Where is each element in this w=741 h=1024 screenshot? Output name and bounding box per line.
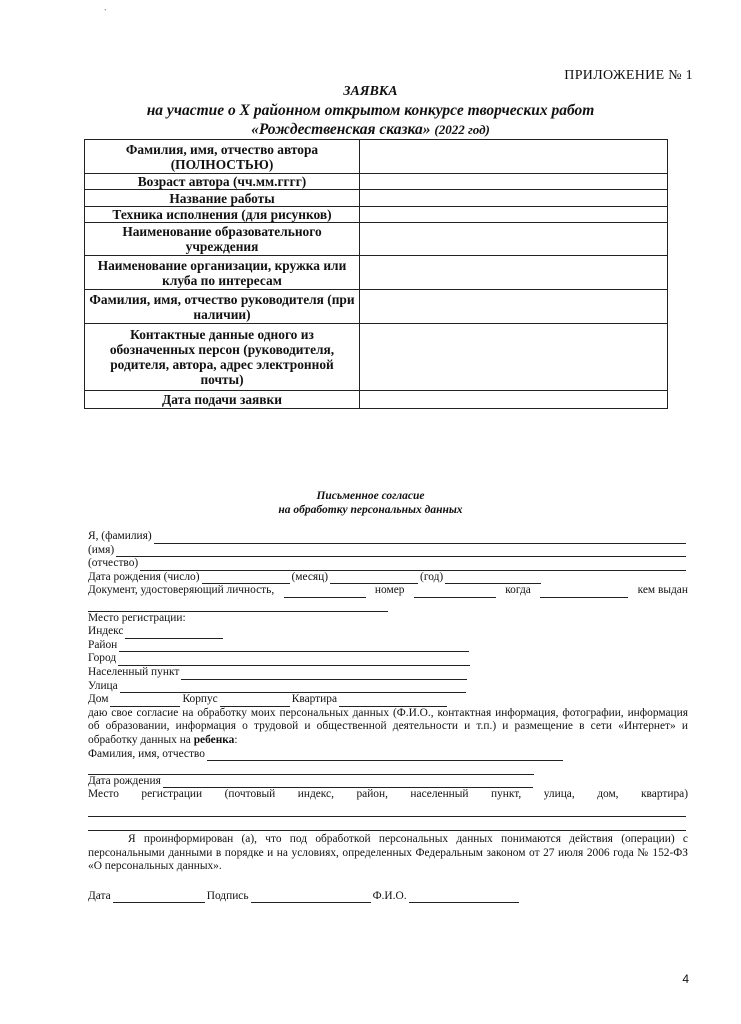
birth-day-field[interactable] [202,573,290,584]
building-field[interactable] [220,696,290,707]
district-label: Район [88,638,118,651]
settlement-line [88,666,688,680]
birth-year-label: (год) [420,570,444,583]
consent-form [88,530,688,903]
registration-heading-line [88,612,688,626]
signature-field[interactable] [251,892,371,903]
application-row-value[interactable] [360,256,668,290]
application-row [85,391,668,409]
issued-by-field[interactable] [88,601,388,612]
birth-date-line [88,571,688,585]
name-label: (имя) [88,543,115,556]
application-subtitle: на участие о X районном открытом конкурсе творческих работ [146,102,595,119]
date-field[interactable] [113,892,205,903]
birth-month-label: (месяц) [291,570,329,583]
application-row-value[interactable] [360,324,668,391]
when-label: когда [505,584,531,597]
child-birth-field[interactable] [163,777,533,788]
signature-line [88,890,688,904]
application-title: ЗАЯВКА [343,84,398,99]
child-name-field[interactable] [207,750,563,761]
application-row-value[interactable] [360,223,668,256]
when-field[interactable] [540,587,628,598]
registration-label: Место регистрации: [88,611,186,624]
application-row [85,290,668,324]
house-field[interactable] [110,696,180,707]
surname-label: Я, (фамилия) [88,530,152,542]
scan-mark: ` [104,8,107,17]
index-line [88,625,688,639]
child-registration-line [88,788,688,802]
child-registration-field[interactable] [88,806,686,817]
application-row-label: Наименование образовательного учреждения [85,223,360,256]
application-row [85,223,668,256]
index-label: Индекс [88,625,124,638]
surname-field[interactable] [154,533,686,544]
patronymic-line [88,557,688,571]
child-name-line [88,748,688,762]
district-line [88,639,688,653]
child-name-field-2[interactable] [88,764,534,775]
child-birth-line [88,775,688,789]
city-line [88,652,688,666]
application-row [85,140,668,174]
application-row-value[interactable] [360,207,668,223]
building-label: Корпус [182,693,218,706]
application-row-value[interactable] [360,140,668,174]
child-name-line-2 [88,761,688,775]
birth-year-field[interactable] [445,573,541,584]
informed-statement [88,833,688,874]
child-registration-field-line [88,804,688,818]
child-registration-field-2[interactable] [88,820,686,831]
consent-heading-line2: на обработку персональных данных [278,504,463,516]
apartment-field[interactable] [339,696,447,707]
application-row-label: Дата подачи заявки [85,391,360,409]
application-row [85,324,668,391]
appendix-label: ПРИЛОЖЕНИЕ № 1 [564,68,693,83]
issued-by-line [88,598,688,612]
number-label: номер [374,584,405,597]
consent-statement [88,707,688,748]
consent-heading [0,489,741,517]
district-field[interactable] [119,641,469,652]
consent-text: даю свое согласие на обработку моих персональных данных (Ф.И.О., контактная информация, фотографии, информация об образовании, информация о трудовой и общественной деятельности и т.п.) и размещение в сети «Интернет» и обработку данных на [88,706,688,746]
application-row-value[interactable] [360,391,668,409]
application-row-label: Фамилия, имя, отчество руководителя (при наличии) [85,290,360,324]
date-label: Дата [88,889,111,902]
patronymic-field[interactable] [140,560,686,571]
fio-field[interactable] [409,892,519,903]
fio-label: Ф.И.О. [372,889,407,902]
document-field[interactable] [284,587,366,598]
document-line [88,584,688,598]
street-line [88,680,688,694]
application-row [85,207,668,223]
page-number: 4 [682,972,689,986]
child-registration-label: Место регистрации (почтовый индекс, район, населенный пункт, улица, дом, квартира) [88,788,688,801]
number-field[interactable] [414,587,496,598]
child-registration-field-line-2 [88,817,688,831]
surname-line [88,530,688,544]
informed-text: Я проинформирован (а), что под обработкой персональных данных понимаются действия (операции) с персональными данными в порядке и на условиях, определенных Федеральным законом от 27 июля 2006 года № 152-ФЗ «О персональных данных». [88,833,688,873]
child-birth-label: Дата рождения [88,774,161,787]
consent-colon: : [234,733,238,746]
application-row [85,190,668,207]
application-row-label: Возраст автора (чч.мм.гггг) [85,174,360,190]
application-row-label: Техника исполнения (для рисунков) [85,207,360,223]
consent-heading-line1: Письменное согласие [316,490,425,502]
settlement-field[interactable] [181,669,467,680]
name-field[interactable] [116,546,686,557]
application-row [85,256,668,290]
application-row-label: Фамилия, имя, отчество автора (ПОЛНОСТЬЮ) [85,140,360,174]
patronymic-label: (отчество) [88,557,139,570]
city-label: Город [88,652,117,665]
application-row-value[interactable] [360,174,668,190]
apartment-label: Квартира [291,693,338,706]
application-row-label: Контактные данные одного из обозначенных персон (руководителя, родителя, автора, адрес электронной почты) [85,324,360,391]
contest-title: «Рождественская сказка» [251,121,431,138]
name-line [88,544,688,558]
application-row-value[interactable] [360,290,668,324]
signature-label: Подпись [206,889,249,902]
settlement-label: Населенный пункт [88,665,180,678]
birth-month-field[interactable] [330,573,418,584]
application-row-value[interactable] [360,190,668,207]
application-row [85,174,668,190]
child-name-label: Фамилия, имя, отчество [88,747,205,760]
issued-by-label: кем выдан [637,584,688,597]
index-field[interactable] [125,628,223,639]
application-row-label: Название работы [85,190,360,207]
house-label: Дом [88,693,109,706]
application-row-label: Наименование организации, кружка или клуба по интересам [85,256,360,290]
contest-year: (2022 год) [434,122,490,137]
birth-day-label: Дата рождения (число) [88,570,200,583]
street-label: Улица [88,679,118,692]
street-field[interactable] [120,682,466,693]
application-table [84,139,668,409]
contest-name [0,121,741,139]
city-field[interactable] [118,655,470,666]
house-line [88,693,688,707]
document-label: Документ, удостоверяющий личность, [88,584,275,597]
child-word: ребенка [193,733,235,746]
